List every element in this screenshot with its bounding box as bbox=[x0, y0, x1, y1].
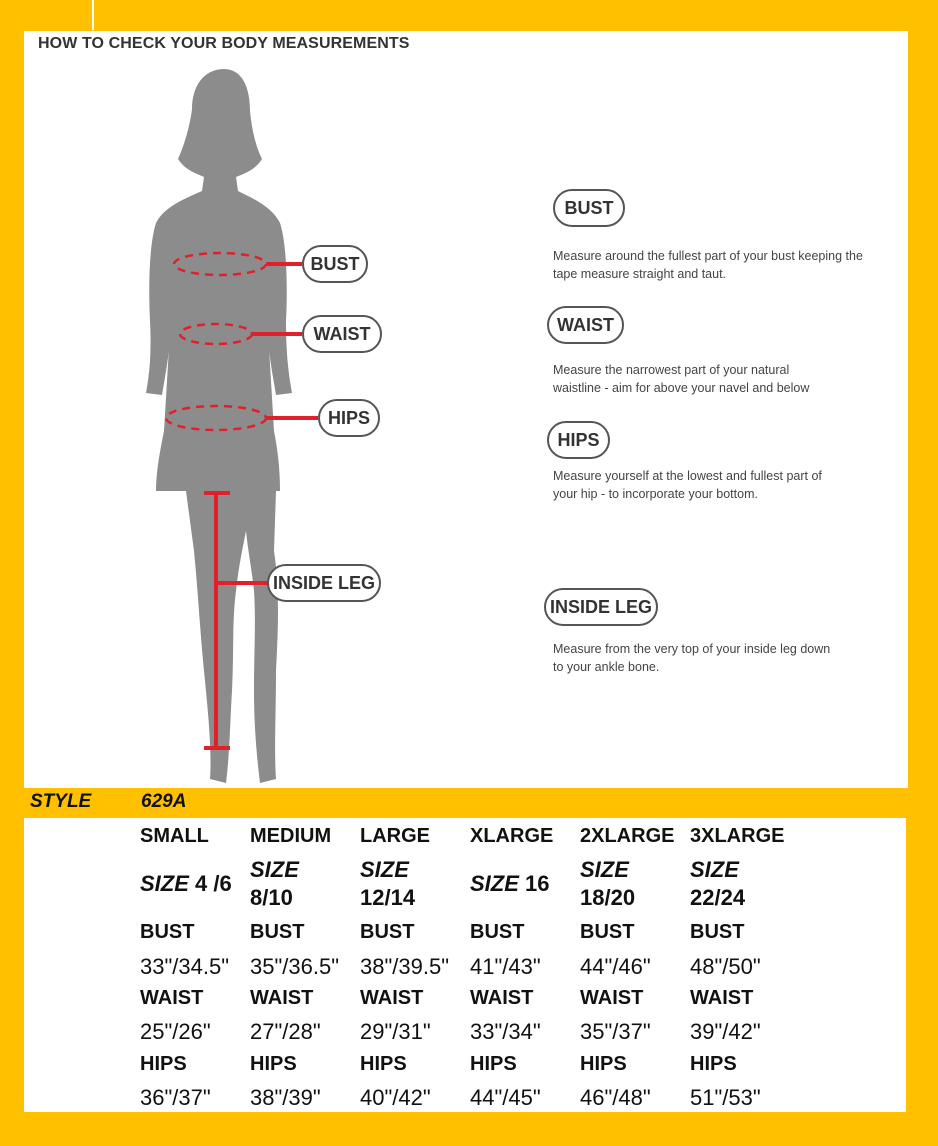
hips-label: HIPS bbox=[690, 1053, 737, 1075]
hips-label: HIPS bbox=[360, 1053, 407, 1075]
hips-value: 36"/37" bbox=[140, 1085, 211, 1110]
hips-label: HIPS bbox=[470, 1053, 517, 1075]
guide-label-waist: WAIST bbox=[547, 306, 624, 344]
waist-value: 27"/28" bbox=[250, 1019, 321, 1044]
waist-label: WAIST bbox=[360, 987, 424, 1009]
guide-text-waist: Measure the narrowest part of your natural waistline - aim for above your navel and below bbox=[553, 363, 810, 395]
guide-text-hips: Measure yourself at the lowest and fullest part of your hip - to incorporate your bottom. bbox=[553, 469, 822, 501]
top-divider bbox=[92, 0, 94, 30]
hips-label: HIPS bbox=[580, 1053, 627, 1075]
bust-label: BUST bbox=[470, 921, 525, 943]
guide-label-bust: BUST bbox=[553, 189, 625, 227]
figure-label-inside-leg: INSIDE LEG bbox=[267, 564, 381, 602]
size-name: LARGE bbox=[360, 825, 430, 847]
measurement-guide-panel bbox=[24, 31, 908, 788]
bust-label: BUST bbox=[360, 921, 415, 943]
waist-value: 35"/37" bbox=[580, 1019, 651, 1044]
bust-value: 44"/46" bbox=[580, 954, 651, 979]
size-name: 2XLARGE bbox=[580, 825, 675, 847]
hips-label: HIPS bbox=[140, 1053, 187, 1075]
waist-label: WAIST bbox=[250, 987, 314, 1009]
size-designation: SIZE 4 /6 bbox=[140, 871, 232, 896]
bust-label: BUST bbox=[690, 921, 745, 943]
size-name: SMALL bbox=[140, 825, 209, 847]
waist-label: WAIST bbox=[140, 987, 204, 1009]
bust-label: BUST bbox=[580, 921, 635, 943]
size-name: 3XLARGE bbox=[690, 825, 785, 847]
figure-label-bust: BUST bbox=[302, 245, 368, 283]
waist-label: WAIST bbox=[470, 987, 534, 1009]
waist-value: 39"/42" bbox=[690, 1019, 761, 1044]
hips-value: 46"/48" bbox=[580, 1085, 651, 1110]
bust-value: 48"/50" bbox=[690, 954, 761, 979]
bust-label: BUST bbox=[140, 921, 195, 943]
style-value: 629A bbox=[141, 791, 187, 812]
figure-label-hips: HIPS bbox=[318, 399, 380, 437]
guide-text-inside-leg: Measure from the very top of your inside leg down to your ankle bone. bbox=[553, 642, 831, 674]
size-designation: SIZE 12/14 bbox=[360, 857, 416, 910]
guide-label-hips: HIPS bbox=[547, 421, 610, 459]
waist-label: WAIST bbox=[580, 987, 644, 1009]
silhouette bbox=[146, 69, 292, 783]
style-label: STYLE bbox=[30, 791, 92, 812]
hips-value: 51"/53" bbox=[690, 1085, 761, 1110]
hips-label: HIPS bbox=[250, 1053, 297, 1075]
size-designation: SIZE 18/20 bbox=[580, 857, 636, 910]
size-designation: SIZE 22/24 bbox=[690, 857, 746, 910]
waist-value: 33"/34" bbox=[470, 1019, 541, 1044]
guide-text-bust: Measure around the fullest part of your bust keeping the tape measure straight and taut. bbox=[553, 249, 863, 281]
waist-value: 25"/26" bbox=[140, 1019, 211, 1044]
size-designation: SIZE 8/10 bbox=[250, 857, 299, 910]
size-name: XLARGE bbox=[470, 825, 554, 847]
hips-value: 40"/42" bbox=[360, 1085, 431, 1110]
size-name: MEDIUM bbox=[250, 825, 332, 847]
waist-label: WAIST bbox=[690, 987, 754, 1009]
figure-label-waist: WAIST bbox=[302, 315, 382, 353]
bust-label: BUST bbox=[250, 921, 305, 943]
bust-value: 41"/43" bbox=[470, 954, 541, 979]
bust-value: 38"/39.5" bbox=[360, 954, 450, 979]
bust-value: 33"/34.5" bbox=[140, 954, 230, 979]
bust-value: 35"/36.5" bbox=[250, 954, 340, 979]
panel-title: HOW TO CHECK YOUR BODY MEASUREMENTS bbox=[38, 35, 410, 52]
hips-value: 38"/39" bbox=[250, 1085, 321, 1110]
hips-value: 44"/45" bbox=[470, 1085, 541, 1110]
guide-label-inside-leg: INSIDE LEG bbox=[544, 588, 658, 626]
waist-value: 29"/31" bbox=[360, 1019, 431, 1044]
size-designation: SIZE 16 bbox=[470, 871, 550, 896]
size-table bbox=[24, 818, 906, 1112]
